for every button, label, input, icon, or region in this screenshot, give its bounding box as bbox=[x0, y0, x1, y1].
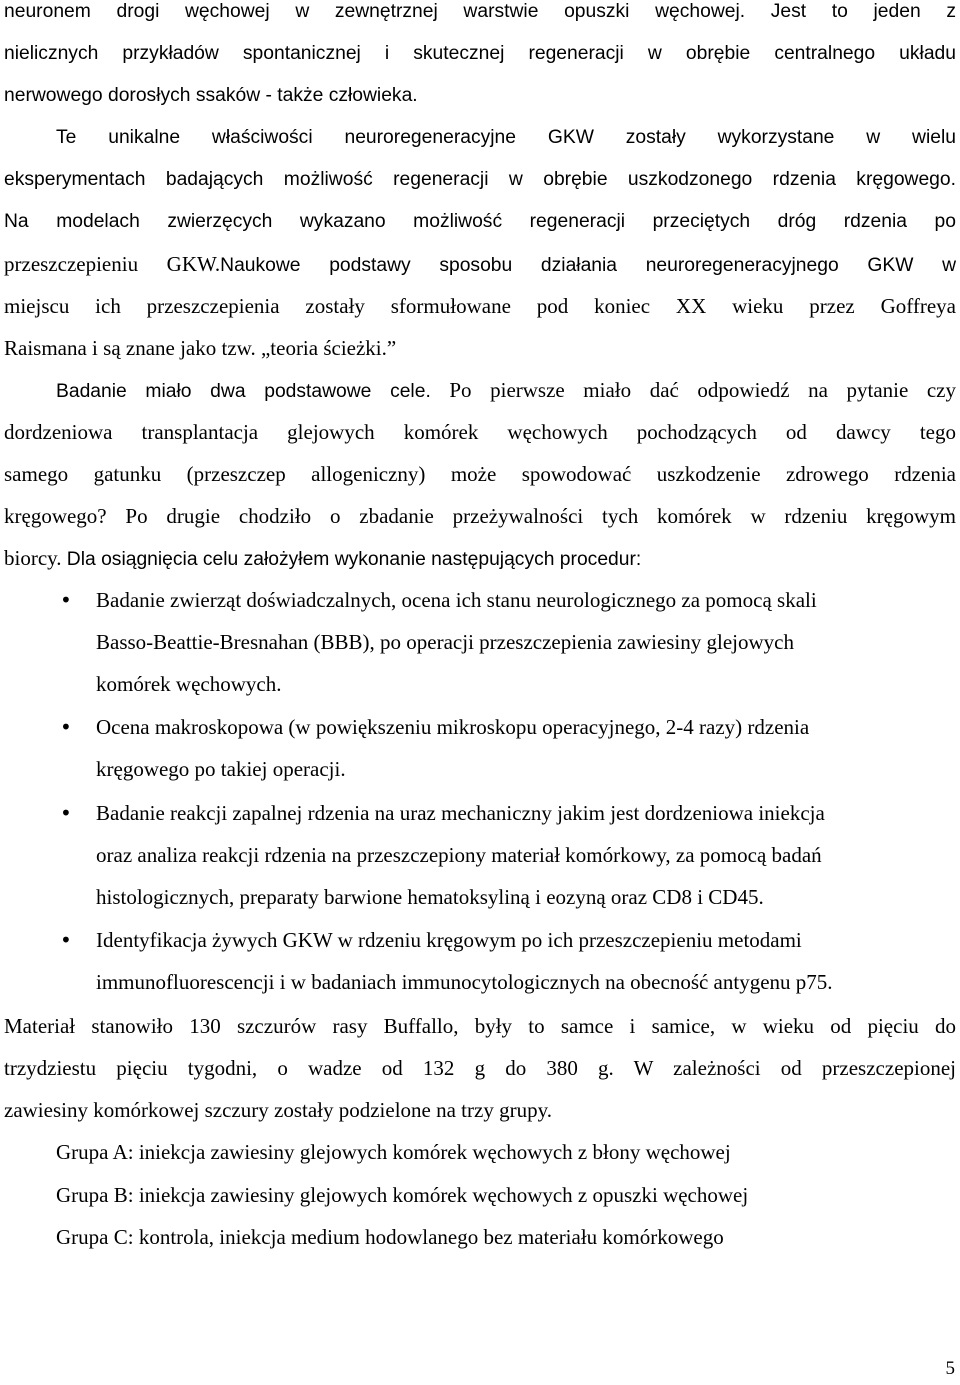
paragraph-4-line-3: zawiesiny komórkowej szczury zostały podzielone na trzy grupy. bbox=[4, 1098, 552, 1122]
paragraph-1-line-3: nerwowego dorosłych ssaków - także człowieka. bbox=[4, 85, 418, 106]
group-a: Grupa A: iniekcja zawiesiny glejowych komórek węchowych z błony węchowej bbox=[56, 1140, 731, 1164]
paragraph-3-line-1-sans: Badanie miało dwa podstawowe cele. bbox=[56, 381, 431, 402]
paragraph-2-line-6: Raismana i są znane jako tzw. „teoria ścieżki.” bbox=[4, 336, 397, 360]
paragraph-2-line-2: eksperymentach badających możliwość regeneracji w obrębie uszkodzonego rdzenia kręgowego. bbox=[4, 169, 956, 190]
bullet-3-line-1: Badanie reakcji zapalnej rdzenia na uraz mechaniczny jakim jest dordzeniowa iniekcja bbox=[96, 801, 825, 825]
paragraph-3-line-2: dordzeniowa transplantacja glejowych komórek węchowych pochodzących od dawcy tego bbox=[4, 420, 956, 444]
paragraph-2-line-3: Na modelach zwierzęcych wykazano możliwość regeneracji przeciętych dróg rdzenia po bbox=[4, 211, 956, 232]
paragraph-3-line-4: kręgowego? Po drugie chodziło o zbadanie przeżywalności tych komórek w rdzeniu kręgowym bbox=[4, 504, 956, 528]
page-number: 5 bbox=[945, 1358, 955, 1379]
bullet-icon: • bbox=[60, 801, 72, 825]
paragraph-3-line-5-serif: biorcy. bbox=[4, 546, 67, 570]
paragraph-2-line-1: Te unikalne właściwości neuroregeneracyjne GKW zostały wykorzystane w wielu bbox=[56, 127, 956, 148]
bullet-2-line-1: Ocena makroskopowa (w powiększeniu mikroskopu operacyjnego, 2-4 razy) rdzenia bbox=[96, 715, 810, 739]
bullet-4-line-1: Identyfikacja żywych GKW w rdzeniu kręgowym po ich przeszczepieniu metodami bbox=[96, 928, 802, 952]
paragraph-3-line-1-serif: Po pierwsze miało dać odpowiedź na pytanie czy bbox=[430, 378, 956, 402]
paragraph-2-line-5: miejscu ich przeszczepienia zostały sformułowane pod koniec XX wieku przez Goffreya bbox=[4, 294, 956, 318]
group-c: Grupa C: kontrola, iniekcja medium hodowlanego bez materiału komórkowego bbox=[56, 1225, 724, 1249]
paragraph-2-line-4 bbox=[4, 244, 956, 284]
group-b: Grupa B: iniekcja zawiesiny glejowych komórek węchowych z opuszki węchowej bbox=[56, 1183, 749, 1207]
paragraph-3-line-3: samego gatunku (przeszczep allogeniczny) może spowodować uszkodzenie zdrowego rdzenia bbox=[4, 462, 956, 486]
paragraph-2-line-4-serif: przeszczepieniu GKW. bbox=[4, 252, 221, 276]
paragraph-3-line-5-sans: Dla osiągnięcia celu założyłem wykonanie następujących procedur: bbox=[66, 549, 642, 570]
bullet-1-line-2: Basso-Beattie-Bresnahan (BBB), po operacji przeszczepienia zawiesiny glejowych bbox=[96, 630, 794, 654]
paragraph-3-line-5 bbox=[4, 538, 956, 578]
paragraph-3-line-1 bbox=[56, 370, 956, 410]
bullet-3-line-3: histologicznych, preparaty barwione hematoksyliną i eozyną oraz CD8 i CD45. bbox=[96, 885, 764, 909]
bullet-4-line-2: immunofluorescencji i w badaniach immunocytologicznych na obecność antygenu p75. bbox=[96, 970, 833, 994]
bullet-icon: • bbox=[60, 715, 72, 739]
paragraph-4-line-1: Materiał stanowiło 130 szczurów rasy Buffallo, były to samce i samice, w wieku od pięciu do bbox=[4, 1014, 956, 1038]
bullet-1-line-3: komórek węchowych. bbox=[96, 672, 282, 696]
paragraph-1-line-1: neuronem drogi węchowej w zewnętrznej warstwie opuszki węchowej. Jest to jeden z bbox=[4, 1, 956, 22]
bullet-3-line-2: oraz analiza reakcji rdzenia na przeszczepiony materiał komórkowy, za pomocą badań bbox=[96, 843, 822, 867]
bullet-2-line-2: kręgowego po takiej operacji. bbox=[96, 757, 346, 781]
paragraph-2-line-4-sans: Naukowe podstawy sposobu działania neuroregeneracyjnego GKW w bbox=[220, 255, 956, 276]
paragraph-1-line-2: nielicznych przykładów spontanicznej i skutecznej regeneracji w obrębie centralnego układu bbox=[4, 43, 956, 64]
bullet-icon: • bbox=[60, 928, 72, 952]
bullet-icon: • bbox=[60, 588, 72, 612]
paragraph-4-line-2: trzydziestu pięciu tygodni, o wadze od 132 g do 380 g. W zależności od przeszczepionej bbox=[4, 1056, 956, 1080]
bullet-1-line-1: Badanie zwierząt doświadczalnych, ocena ich stanu neurologicznego za pomocą skali bbox=[96, 588, 817, 612]
